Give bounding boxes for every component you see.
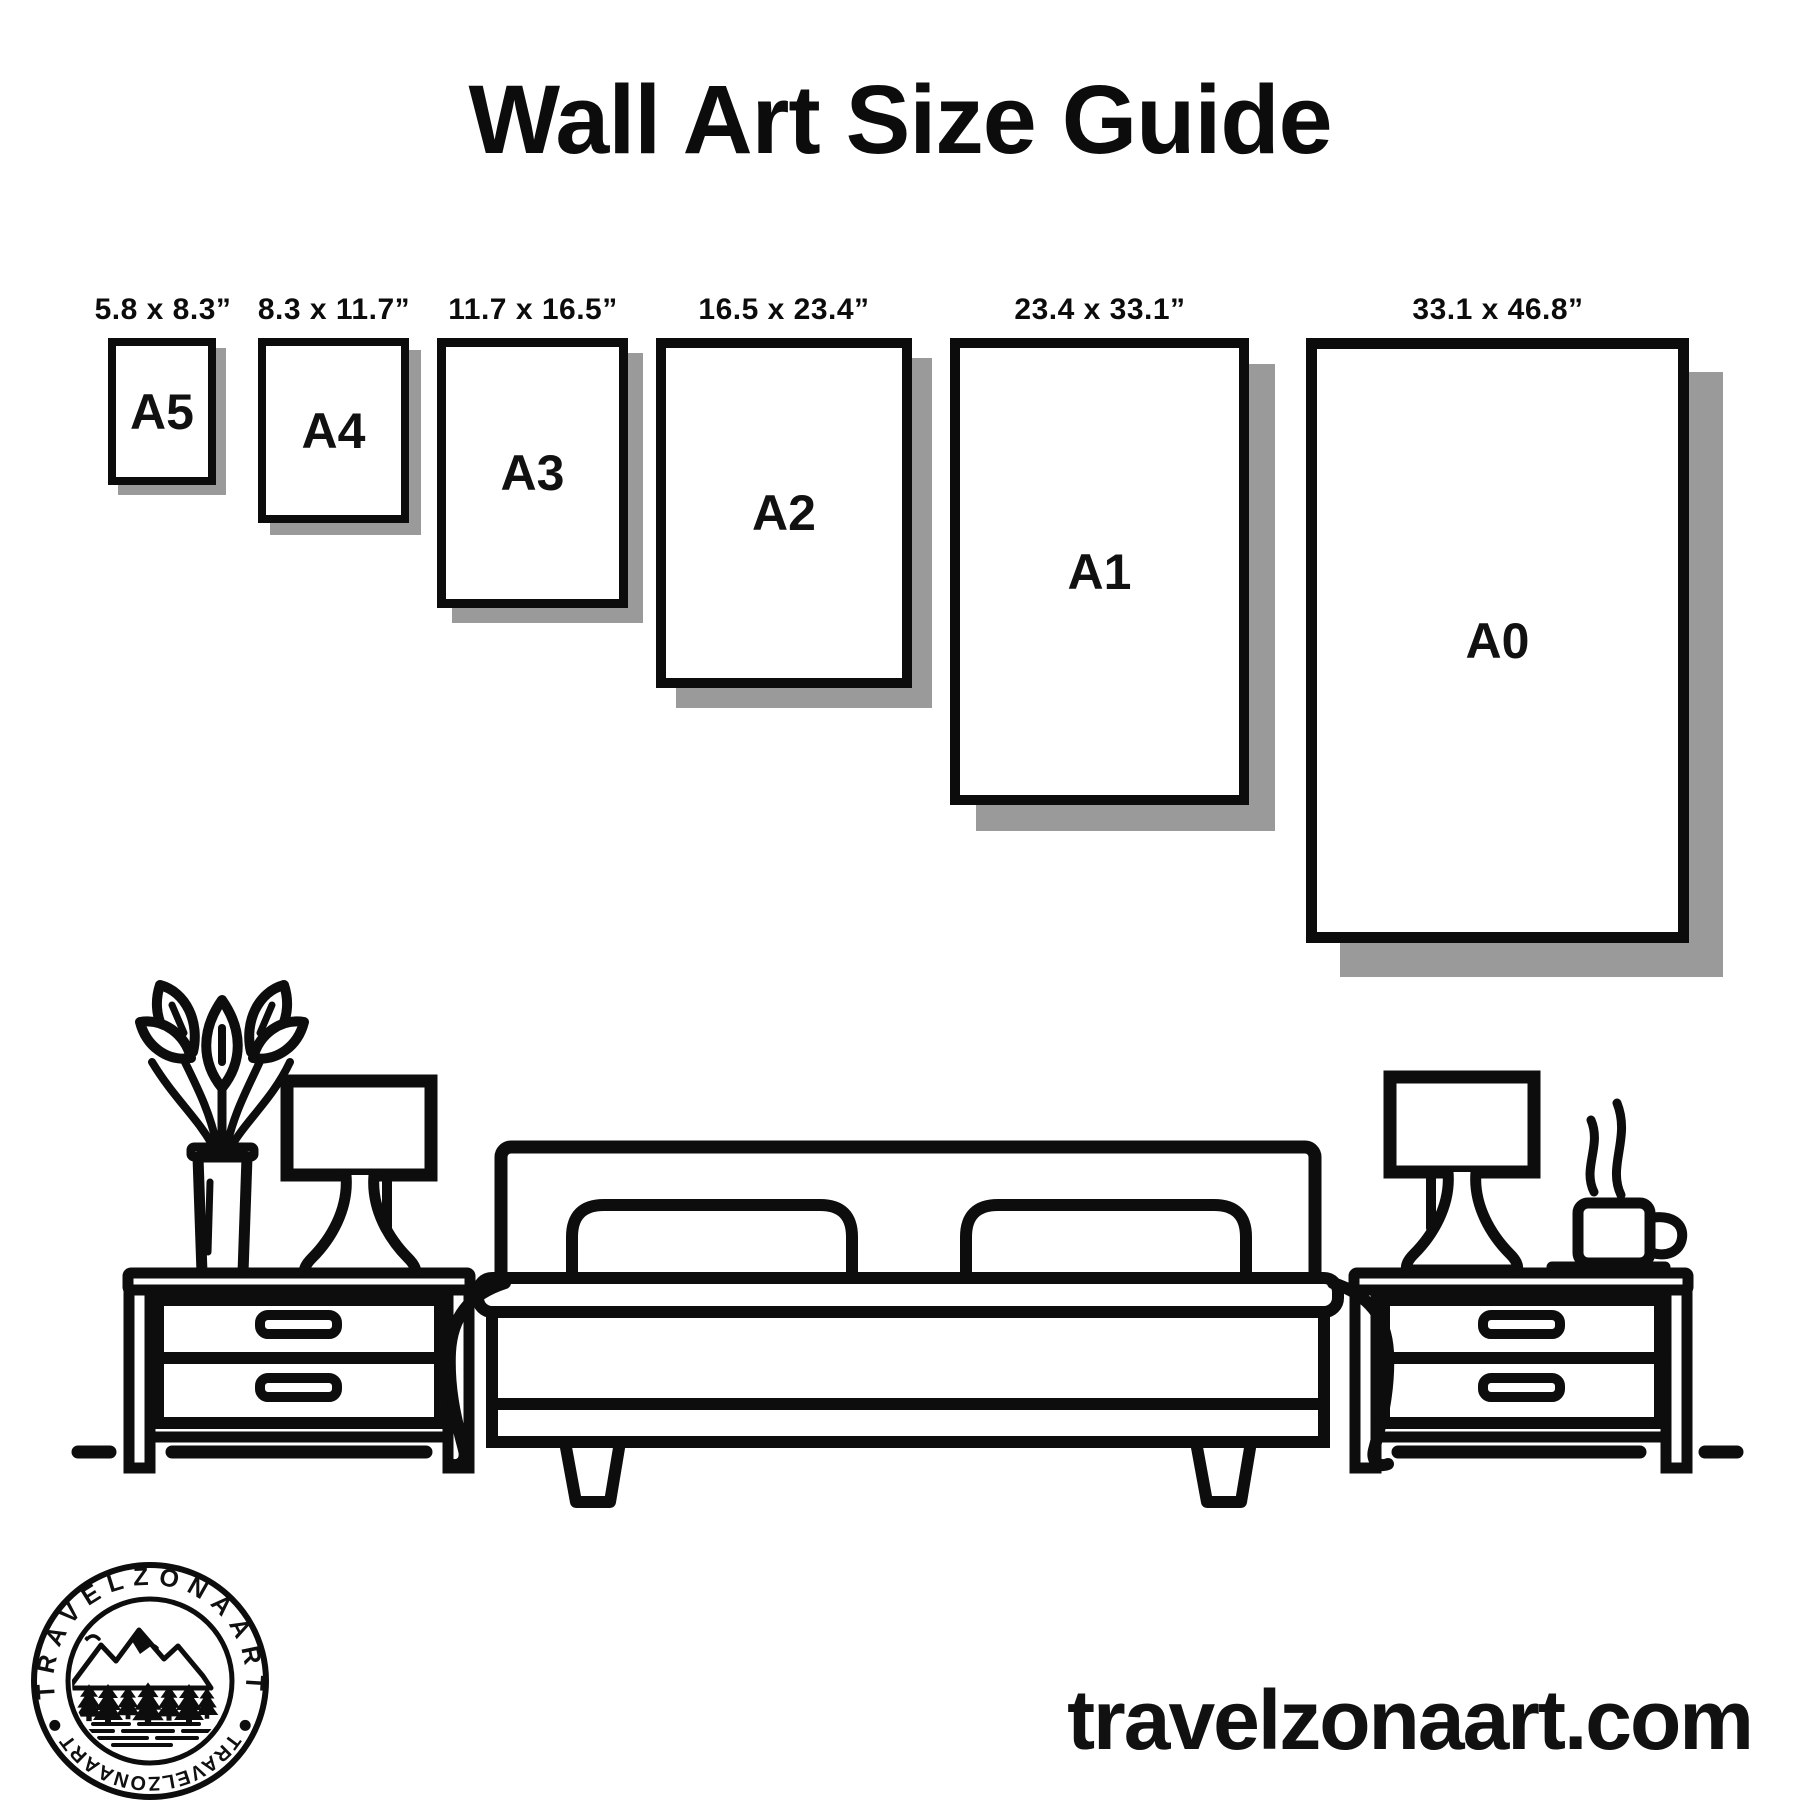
website-url: travelzonaart.com <box>1067 1673 1752 1767</box>
pillow-left <box>572 1205 852 1282</box>
nightstand-right <box>1354 1273 1688 1468</box>
size-code-a2: A2 <box>752 485 816 541</box>
coffee-cup <box>1552 1103 1682 1267</box>
logo-emblem <box>69 1615 218 1745</box>
bedroom-illustration <box>70 970 1750 1515</box>
size-code-a3: A3 <box>500 445 565 501</box>
size-code-a1: A1 <box>1067 543 1132 600</box>
dimension-label-a1: 23.4 x 33.1” <box>1014 293 1186 326</box>
dimension-label-a5: 5.8 x 8.3” <box>94 293 232 326</box>
water-lines-icon <box>81 1724 215 1745</box>
brand-logo <box>25 1557 275 1800</box>
logo-dot-left <box>49 1720 60 1731</box>
bed-foot-right <box>1196 1442 1251 1502</box>
size-frame-a2 <box>656 338 912 688</box>
logo-dot-right <box>240 1720 251 1731</box>
page-title: Wall Art Size Guide <box>468 65 1332 174</box>
size-frame-a1 <box>950 338 1249 805</box>
size-code-a0: A0 <box>1465 612 1530 669</box>
size-code-a5: A5 <box>130 383 194 440</box>
dimension-label-a3: 11.7 x 16.5” <box>448 293 618 326</box>
size-frame-a3 <box>437 338 628 608</box>
size-frame-a5 <box>108 338 216 485</box>
nightstand-left <box>128 1273 470 1468</box>
steam-icon <box>1590 1120 1594 1192</box>
size-frame-a0 <box>1306 338 1689 943</box>
dimension-label-a2: 16.5 x 23.4” <box>698 293 870 326</box>
pillow-right <box>966 1205 1246 1282</box>
size-code-a4: A4 <box>301 402 366 459</box>
dimension-label-a0: 33.1 x 46.8” <box>1412 293 1584 326</box>
logo-arc-text-bottom: TRAVELZONAART <box>55 1729 245 1795</box>
moon-icon <box>106 1615 129 1639</box>
table-lamp-right <box>1390 1077 1534 1270</box>
bed-foot-left <box>565 1442 620 1502</box>
bed <box>450 1147 1388 1502</box>
logo-arc-text-top: TRAVELZONAART <box>31 1562 269 1701</box>
size-frame-a4 <box>258 338 409 523</box>
plant-vase <box>140 985 304 1273</box>
dimension-label-a4: 8.3 x 11.7” <box>257 293 411 326</box>
table-lamp-left <box>287 1081 431 1273</box>
